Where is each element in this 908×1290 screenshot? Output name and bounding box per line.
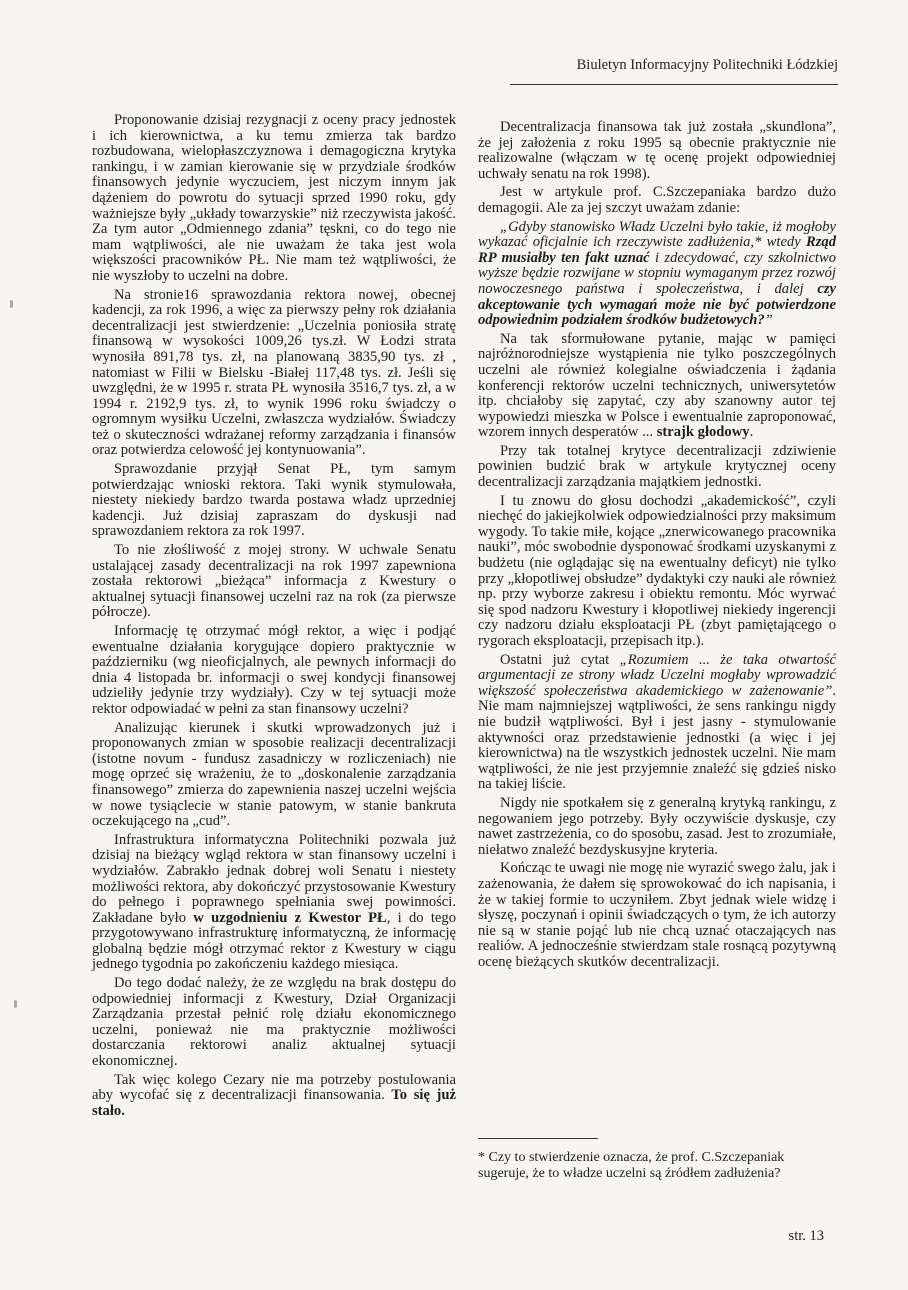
paragraph-text: Ostatni już cytat [500,651,620,668]
bold-quote-phrase: czy akceptowanie tych wymagań może nie być potwierdzone odpowiednim podziałem środków budżetowych? [478,280,836,329]
paragraph-text: Infrastruktura informatyczna Politechniki pozwala już dzisiaj na bieżący wgląd rektora w stan finansowy uczelni i wydziałów. Zabrakło jednak dobrej woli Senatu i niestety możliwości rektora, aby dokończyć przystosowanie Kwestury do pełnego i poprawnego spełniania swej powinności. Zakładane było [92,831,456,926]
paragraph: Do tego dodać należy, że ze względu na brak dostępu do odpowiedniej informacji z Kwestury, Dział Organizacji Zarządzania przestał pełnić rolę działu ekonomicznego uczelni, ponieważ nie ma praktycznie możliwości dostarczania rektorowi analiz aktualnej sytuacji ekonomicznej. [92,975,456,1070]
bold-phrase: strajk głodowy [656,424,750,441]
quote-text: „Gdyby stanowisko Władz Uczelni było takie, iż mogłoby wykazać oficjalnie ich rzeczywiste zadłużenia,* wtedy [478,218,836,251]
paragraph: Informację tę otrzymać mógł rektor, a więc i podjąć ewentualne działania korygujące dopiero praktycznie w październiku (wg nieoficjalnych, ale pewnych informacji do dnia 4 listopada br. informacji o swej kondycji finansowej udzieliły jedynie trzy wydziały). Czy w tej sytuacji może rektor odpowiadać w pełni za stan finansowy uczelni? [92,623,456,717]
quote-text: ” [764,312,773,329]
paragraph: Jest w artykule prof. C.Szczepaniaka bardzo dużo demagogii. Ale za jej szczyt uważam zdanie: [478,184,836,216]
paragraph-text: Na tak sformułowane pytanie, mając w pamięci najróżnorodniejsze wystąpienia nie tylko poszczególnych uczelni ale również kolegialne oświadczenia i żądania konferencji rektorów uczelni technicznych, uniwersytetów itp. chciałoby się zapytać, czy aby szanowny autor tej wypowiedzi mieszka w Polsce i ewentualnie zaproponować, wzorem innych desperatów ... [478,330,836,441]
footnote: * Czy to stwierdzenie oznacza, że prof. C.Szczepaniak sugeruje, że to władze uczelni są źródłem zadłużenia? [478,1150,785,1181]
paragraph: I tu znowu do głosu dochodzi „akademickość”, czyli niechęć do jakiejkolwiek odpowiedzialności przy maksimum wygody. To takie miłe, kojące „znerwicowanego pracownika nauki”, móc swobodnie dysponować środkami uzyskanymi z budżetu (nie oglądając się na ewentualny deficyt) nie tylko przy „kłopotliwej obsłudze” dydaktyki czy nauki ale również np. przy wyborze zakresu i obiektu remontu. Móc wyrwać się spod nadzoru Kwestury i kłopotliwej niekiedy ingerencji czy nadzoru działu eksploatacji PŁ (zbyt pamiętającego o rygorach eksploatacji, przepisach itp.). [478,492,836,649]
scan-speck [14,1000,17,1008]
paragraph: Decentralizacja finansowa tak już została „skundlona”, że jej założenia z roku 1995 są obecnie praktycznie nie realizowalne (włączam w tę ocenę projekt odpowiedniej uchwały senatu na rok 1998). [478,119,836,182]
quote-text: i zdecydować, czy szkolnictwo wyższe będzie rozwijane w stopniu wymaganym przez rozwój nowoczesnego państwa i społeczeństwa, i dalej [478,249,837,297]
bold-phrase: To się już stało. [92,1087,456,1119]
quoted-passage [478,220,836,329]
paragraph: Proponowanie dzisiaj rezygnacji z oceny pracy jednostek i ich kierownictwa, a ku temu zmierza tak bardzo rozbudowana, wielopłaszczyznowa i demagogiczna krytyka rankingu, i w zamian kierowanie się w przydziale środków finansowych jedynie wyczuciem, jest niczym innym jak dążeniem do powrotu do sytuacji sprzed 1990 roku, gdy ważniejsze były „układy towarzyskie” niż rzeczywista jakość. Za tym autor „Odmiennego zdania” tęskni, co do tego nie mam wątpliwości, ale nie uważam że taka jest wola większości pracowników PŁ. Nie mam też wątpliwości, że nie wyszłoby to uczelni na dobre. [92,112,456,284]
paragraph-text: . Nie mam najmniejszej wątpliwości, że sens rankingu nigdy nie budził wątpliwości. Był i jest jasny - stymulowanie aktywności oraz przedstawienie jednostki (a więc i jej kierownictwa) na tle wszystkich jednostek uczelni. Nie mam wątpliwości, że nie jest przyjemnie znaleźć się gdzieś nisko na takiej liście. [478,682,836,793]
footnote-divider [478,1138,598,1139]
paragraph: Na stronie16 sprawozdania rektora nowej, obecnej kadencji, za rok 1996, a więc za pierwszy pełny rok działania decentralizacji jest stwierdzenie: „Uczelnia poniosiła stratę finansową w wysokości 1009,26 tys.zł. W Łodzi strata wynosiła 891,78 tys. zł, na planowaną 3835,90 tys. zł , natomiast w Filii w Bielsku -Białej 117,48 tys. zł. Jeśli się uwzględni, że w 1995 r. strata PŁ wynosiła 3516,7 tys. zł, a w 1994 r. 2192,9 tys. zł, to wynik 1996 roku świadczy o ogromnym wysiłku Uczelni, zwłaszcza wydziałów. Świadczy też o skuteczności wdrażanej reformy zarządzania i finansów oraz potwierdza celowość jej kontynuowania”. [92,286,456,459]
right-column [478,120,836,973]
paragraph-text: . [749,424,754,441]
paragraph [478,653,836,793]
left-column [92,113,456,1122]
paragraph-text: , i do tego przygotowywano infrastrukturę informatyczną, że informację globalną będzie mógł otrzymać rektor z Kwestury w ciągu jednego tygodnia po zakończeniu każdego miesiąca. [92,909,456,973]
bold-quote-phrase: Rząd RP musiałby ten fakt uznać [478,234,836,266]
header-divider [510,84,838,85]
paragraph [92,833,456,973]
paragraph: Analizując kierunek i skutki wprowadzonych już i proponowanych zmian w sposobie realizacji decentralizacji (istotne novum - fundusz zasadniczy w rozliczeniach) nie mogę oprzeć się wrażeniu, że to „doskonalenie zarządzania finansowego” zmierza do zapewnienia naszej uczelni wejścia w nowe tysiąclecie w stanie patowym, w stanie bankruta oczekującego na „cud”. [92,719,456,830]
running-header: Biuletyn Informacyjny Politechniki Łódzkiej [576,57,838,73]
bold-phrase: w uzgodnieniu z Kwestor PŁ [193,909,387,926]
paragraph: To nie złośliwość z mojej strony. W uchwale Senatu ustalającej zasady decentralizacji na rok 1997 zapewniona została rektorowi „bieżąca” informacja z Kwestury o aktualnej sytuacji finansowej uczelni raz na rok (za pierwsze półrocze). [92,542,456,621]
paragraph: Kończąc te uwagi nie mogę nie wyrazić swego żalu, jak i zażenowania, że dałem się sprowokować do ich napisania, i że w takiej formie to uczyniłem. Zbyt jednak wiele widzę i słyszę, poczynań i opinii świadczących o tym, że ich autorzy nie są w stanie pojąć lub nie chcą uznać otaczających nas realiów. A jednocześnie stwierdzam stale rosnącą pozytywną ocenę bieżących skutków decentralizacji. [478,860,836,970]
page-number: str. 13 [788,1228,824,1244]
italic-quote: „Rozumiem ... że taka otwartość argumentacji ze strony władz Uczelni mogłaby wprowadzić większość społeczeństwa akademickiego w zażenowanie” [478,651,836,699]
paragraph-text: Tak więc kolego Cezary nie ma potrzeby postulowania aby wycofać się z decentralizacji finansowania. [92,1071,456,1104]
paragraph [478,332,836,441]
paragraph: Nigdy nie spotkałem się z generalną krytyką rankingu, z negowaniem jego potrzeby. Były oczywiście dyskusje, czy nawet zastrzeżenia, co do sposobu, zasad. Jest to zrozumiałe, niełatwo znaleźć bezdyskusyjne kryteria. [478,794,836,858]
paragraph [92,1073,456,1120]
paragraph: Sprawozdanie przyjął Senat PŁ, tym samym potwierdzając wnioski rektora. Taki wynik stymulowała, niestety niekiedy bardzo twarda postawa władz uprzedniej kadencji. Już dzisiaj zapraszam do dyskusji nad sprawozdaniem rektora za rok 1997. [92,461,456,540]
scan-speck [10,300,13,308]
paragraph: Przy tak totalnej krytyce decentralizacji zdziwienie powinien budzić brak w artykule krytycznej oceny decentralizacji zarządzania majątkiem jednostki. [478,442,836,491]
